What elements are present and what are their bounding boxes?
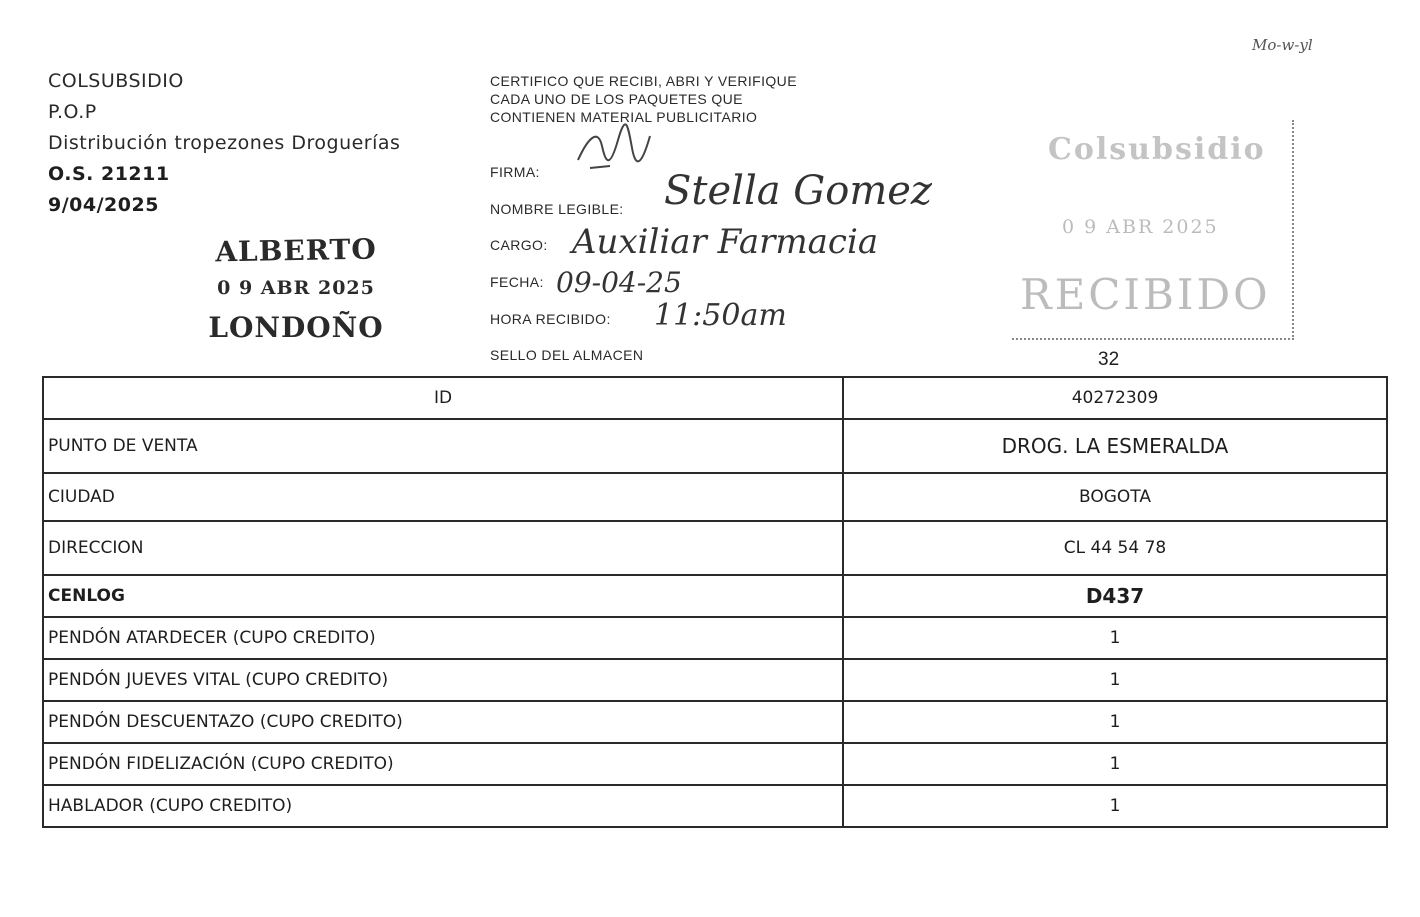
row-label: PENDÓN DESCUENTAZO (CUPO CREDITO) (43, 701, 843, 743)
row-value: 1 (843, 617, 1387, 659)
row-label: CIUDAD (43, 473, 843, 521)
receiver-stamp (196, 234, 396, 344)
receiver-stamp-last-name: LONDOÑO (208, 311, 384, 344)
table-row (43, 419, 1387, 473)
hora-value: 11:50am (654, 298, 787, 333)
seal-date: 0 9 ABR 2025 (1062, 216, 1219, 238)
row-value: BOGOTA (843, 473, 1387, 521)
row-value: D437 (843, 575, 1387, 617)
row-value: 1 (843, 659, 1387, 701)
row-label: HABLADOR (CUPO CREDITO) (43, 785, 843, 827)
fecha-label: FECHA: (490, 274, 544, 290)
hora-label: HORA RECIBIDO: (490, 311, 611, 327)
table-header-row (43, 377, 1387, 419)
page-count: 32 (1098, 349, 1120, 370)
company-line-pop: P.O.P (48, 101, 97, 123)
table-row (43, 521, 1387, 575)
firma-label: FIRMA: (490, 164, 540, 180)
table-row (43, 701, 1387, 743)
row-value: CL 44 54 78 (843, 521, 1387, 575)
table-row (43, 575, 1387, 617)
service-order: O.S. 21211 (48, 163, 170, 185)
company-info (48, 66, 468, 221)
table-row (43, 473, 1387, 521)
row-value: 1 (843, 785, 1387, 827)
receiver-stamp-date: 0 9 ABR 2025 (217, 277, 375, 299)
company-name: COLSUBSIDIO (48, 70, 184, 92)
table-row (43, 743, 1387, 785)
row-value: 1 (843, 701, 1387, 743)
table-row (43, 785, 1387, 827)
row-label: DIRECCION (43, 521, 843, 575)
row-label: CENLOG (43, 575, 843, 617)
id-label: ID (43, 377, 843, 419)
row-value: DROG. LA ESMERALDA (843, 419, 1387, 473)
fecha-value: 09-04-25 (556, 266, 682, 299)
row-label: PENDÓN ATARDECER (CUPO CREDITO) (43, 617, 843, 659)
table-row (43, 659, 1387, 701)
receiver-stamp-first-name: ALBERTO (215, 232, 377, 269)
row-value: 1 (843, 743, 1387, 785)
nombre-value: Stella Gomez (664, 168, 933, 214)
cargo-label: CARGO: (490, 237, 548, 253)
company-line-distribution: Distribución tropezones Droguerías (48, 132, 401, 154)
id-value: 40272309 (843, 377, 1387, 419)
warehouse-seal-stamp (1012, 120, 1294, 340)
cargo-value: Auxiliar Farmacia (572, 222, 879, 262)
document-date: 9/04/2025 (48, 194, 159, 216)
row-label: PENDÓN JUEVES VITAL (CUPO CREDITO) (43, 659, 843, 701)
row-label: PUNTO DE VENTA (43, 419, 843, 473)
sello-label: SELLO DEL ALMACEN (490, 347, 644, 363)
certification-statement: CERTIFICO QUE RECIBI, ABRI Y VERIFIQUE CADA UNO DE LOS PAQUETES QUE CONTIENEN MATERIAL PUBLICITARIO (490, 73, 797, 125)
corner-handwritten-mark: Mo-w-yl (1252, 36, 1313, 54)
delivery-table (42, 376, 1388, 828)
row-label: PENDÓN FIDELIZACIÓN (CUPO CREDITO) (43, 743, 843, 785)
table-row (43, 617, 1387, 659)
signature-scribble (570, 118, 670, 178)
seal-status: RECIBIDO (1020, 270, 1271, 319)
seal-brand: Colsubsidio (1048, 132, 1266, 167)
nombre-label: NOMBRE LEGIBLE: (490, 201, 624, 217)
